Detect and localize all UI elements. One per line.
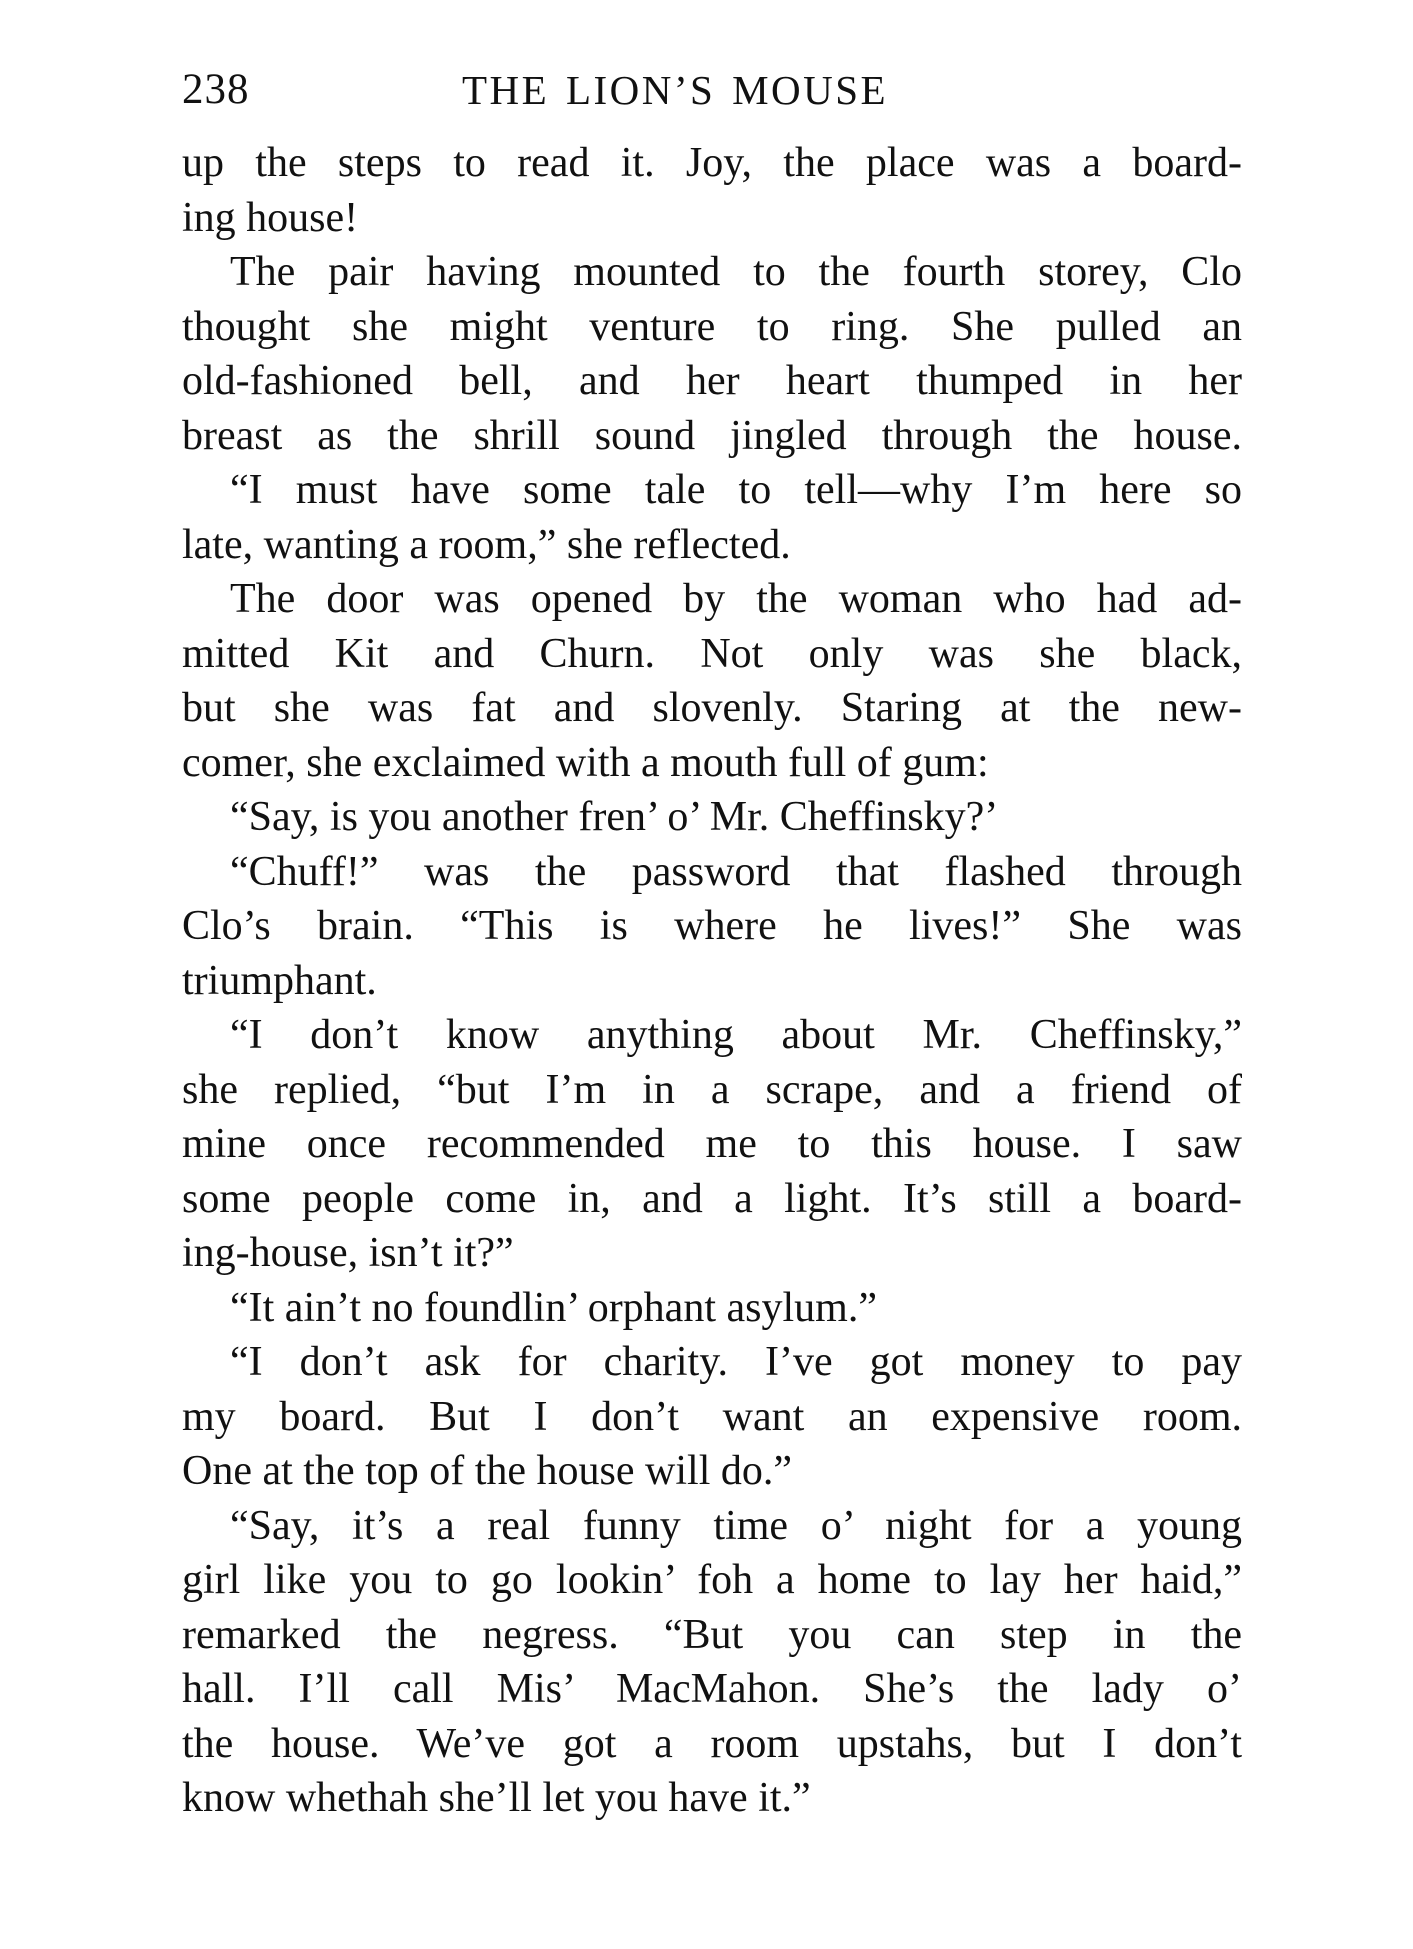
text-line: The door was opened by the woman who had ad- bbox=[230, 576, 1242, 622]
text-line: but she was fat and slovenly. Staring at the new- bbox=[182, 685, 1242, 731]
text-line: “It ain’t no foundlin’ orphant asylum.” bbox=[230, 1284, 877, 1331]
text-line: “Say, it’s a real funny time o’ night for a young bbox=[230, 1502, 1242, 1549]
text-line: “I don’t ask for charity. I’ve got money to pay bbox=[230, 1339, 1242, 1385]
text-line: girl like you to go lookin’ foh a home to lay her haid,” bbox=[182, 1557, 1242, 1603]
text-line: “I must have some tale to tell—why I’m here so bbox=[230, 467, 1242, 513]
text-line: hall. I’ll call Mis’ MacMahon. She’s the lady o’ bbox=[182, 1666, 1242, 1712]
text-line: One at the top of the house will do.” bbox=[182, 1448, 793, 1494]
running-title: THE LION’S MOUSE bbox=[462, 67, 889, 113]
text-line: “I don’t know anything about Mr. Cheffinsky,” bbox=[230, 1012, 1242, 1058]
text-line: some people come in, and a light. It’s still a board- bbox=[182, 1175, 1242, 1222]
body-text bbox=[182, 136, 1242, 1826]
text-line: ing-house, isn’t it?” bbox=[182, 1230, 514, 1276]
text-line: triumphant. bbox=[182, 957, 377, 1004]
text-line: thought she might venture to ring. She pulled an bbox=[182, 303, 1242, 350]
text-line: breast as the shrill sound jingled through the house. bbox=[182, 412, 1242, 459]
text-line: mine once recommended me to this house. I saw bbox=[182, 1121, 1242, 1167]
text-line: remarked the negress. “But you can step in the bbox=[182, 1611, 1242, 1658]
text-line: late, wanting a room,” she reflected. bbox=[182, 521, 791, 568]
text-line: Clo’s brain. “This is where he lives!” She was bbox=[182, 903, 1242, 949]
text-line: “Say, is you another fren’ o’ Mr. Cheffinsky?’ bbox=[230, 794, 999, 840]
text-line: she replied, “but I’m in a scrape, and a friend of bbox=[182, 1066, 1242, 1113]
text-line: know whethah she’ll let you have it.” bbox=[182, 1775, 811, 1821]
text-line: comer, she exclaimed with a mouth full of gum: bbox=[182, 739, 989, 786]
text-line: old-fashioned bell, and her heart thumped in her bbox=[182, 358, 1242, 404]
text-line: The pair having mounted to the fourth storey, Clo bbox=[230, 249, 1242, 295]
text-line: ing house! bbox=[182, 194, 359, 241]
text-line: mitted Kit and Churn. Not only was she black, bbox=[182, 630, 1242, 677]
page-number: 238 bbox=[182, 66, 250, 113]
text-line: the house. We’ve got a room upstahs, but I don’t bbox=[182, 1720, 1242, 1767]
text-line: up the steps to read it. Joy, the place was a board- bbox=[182, 140, 1242, 186]
text-line: my board. But I don’t want an expensive room. bbox=[182, 1393, 1242, 1440]
text-line: “Chuff!” was the password that flashed through bbox=[230, 848, 1242, 895]
page-header bbox=[182, 60, 1242, 120]
